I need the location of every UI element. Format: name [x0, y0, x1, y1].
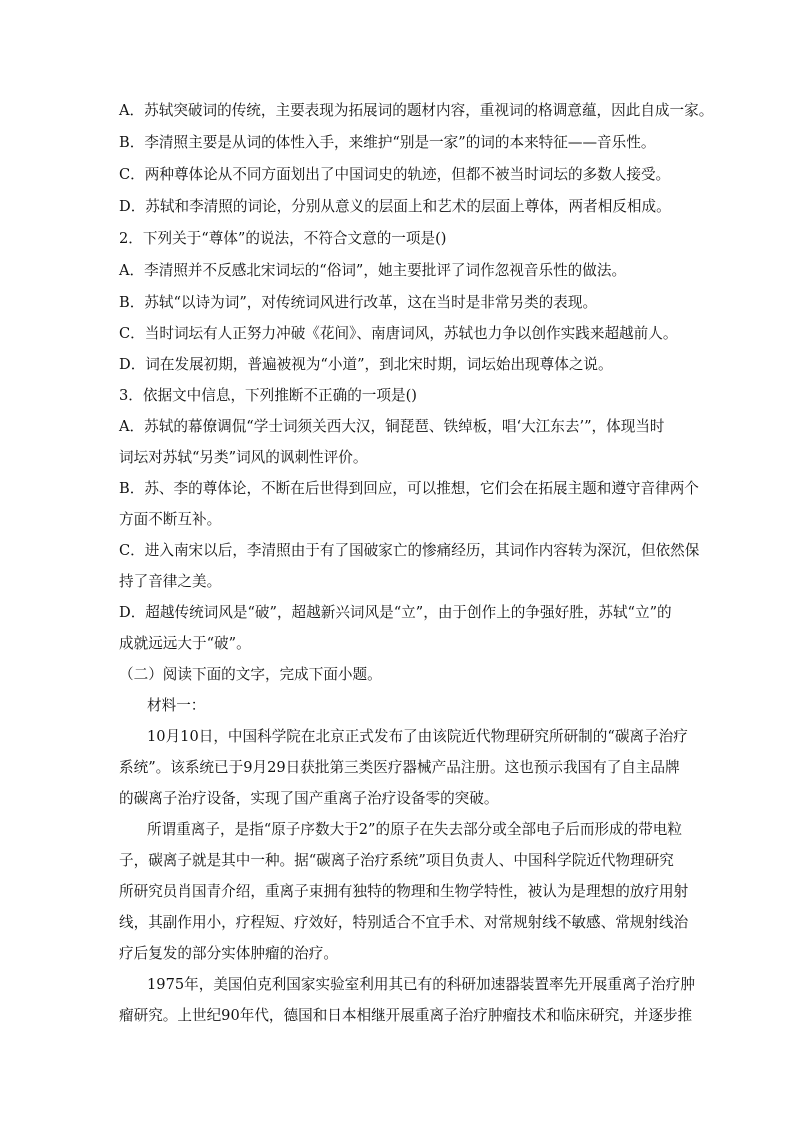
- q2-option-a: A．李清照并不反感北宋词坛的“俗词”，她主要批评了词作忽视音乐性的做法。: [119, 262, 627, 279]
- paragraph-1-line1: 10月10日，中国科学院在北京正式发布了由该院近代物理研究所研制的“碳离子治疗: [147, 728, 688, 745]
- paragraph-2-line1: 所谓重离子，是指“原子序数大于2”的原子在失去部分或全部电子后而形成的带电粒: [147, 821, 682, 838]
- q2-option-c: C．当时词坛有人正努力冲破《花间》、南唐词风，苏轼也力争以创作实践来超越前人。: [119, 325, 678, 342]
- paragraph-2-line2: 子，碳离子就是其中一种。据“碳离子治疗系统”项目负责人、中国科学院近代物理研究: [119, 852, 674, 869]
- q2-option-d: D．词在发展初期，普遍被视为“小道”，到北宋时期，词坛始出现尊体之说。: [119, 356, 613, 373]
- paragraph-3-line2: 瘤研究。上世纪90年代，德国和日本相继开展重离子治疗肿瘤技术和临床研究，并逐步推: [119, 1007, 693, 1024]
- option-b-line: B．李清照主要是从词的体性入手，来维护“别是一家”的词的本来特征——音乐性。: [119, 134, 656, 151]
- option-c-line: C．两种尊体论从不同方面划出了中国词史的轨迹，但都不被当时词坛的多数人接受。: [119, 166, 671, 183]
- section-heading: （二）阅读下面的文字，完成下面小题。: [119, 666, 382, 683]
- paragraph-1-line2: 系统”。该系统已于9月29日获批第三类医疗器械产品注册。这也预示我国有了自主品牌: [119, 759, 680, 776]
- question-2: 2．下列关于“尊体”的说法，不符合文意的一项是(): [119, 230, 447, 247]
- paragraph-2-line4: 线，其副作用小，疗程短、疗效好，特别适合不宜手术、对常规射线不敏感、常规射线治: [119, 914, 689, 931]
- q3-option-b-line2: 方面不断互补。: [119, 511, 222, 528]
- q3-option-c-line1: C．进入南宋以后，李清照由于有了国破家亡的惨痛经历，其词作内容转为深沉，但依然保: [119, 542, 700, 559]
- q3-option-d-line2: 成就远远大于“破”。: [119, 635, 251, 652]
- paragraph-2-line3: 所研究员肖国青介绍，重离子束拥有独特的物理和生物学特性，被认为是理想的放疗用射: [119, 883, 689, 900]
- q3-option-c-line2: 持了音律之美。: [119, 573, 222, 590]
- q3-option-a-line1: A．苏轼的幕僚调侃“学士词须关西大汉，铜琵琶、铁绰板，唱‘大江东去’”，体现当时: [119, 418, 665, 435]
- q3-option-a-line2: 词坛对苏轼“另类”词风的讽刺性评价。: [119, 449, 368, 466]
- question-3: 3．依据文中信息，下列推断不正确的一项是(): [119, 387, 417, 404]
- option-d-line: D．苏轼和李清照的词论，分别从意义的层面上和艺术的层面上尊体，两者相反相成。: [119, 198, 671, 215]
- paragraph-1-line3: 的碳离子治疗设备，实现了国产重离子治疗设备零的突破。: [119, 790, 499, 807]
- paragraph-3-line1: 1975年，美国伯克利国家实验室利用其已有的科研加速器装置率先开展重离子治疗肿: [147, 976, 695, 993]
- paragraph-2-line5: 疗后复发的部分实体肿瘤的治疗。: [119, 945, 338, 962]
- q3-option-d-line1: D．超越传统词风是“破”，超越新兴词风是“立”，由于创作上的争强好胜，苏轼“立”的: [119, 604, 672, 621]
- q3-option-b-line1: B．苏、李的尊体论，不断在后世得到回应，可以推想，它们会在拓展主题和遵守音律两个: [119, 480, 699, 497]
- material-label: 材料一：: [147, 697, 206, 714]
- q2-option-b: B．苏轼“以诗为词”，对传统词风进行改革，这在当时是非常另类的表现。: [119, 294, 598, 311]
- option-a-line: A．苏轼突破词的传统，主要表现为拓展词的题材内容，重视词的格调意蕴，因此自成一家。: [119, 102, 714, 119]
